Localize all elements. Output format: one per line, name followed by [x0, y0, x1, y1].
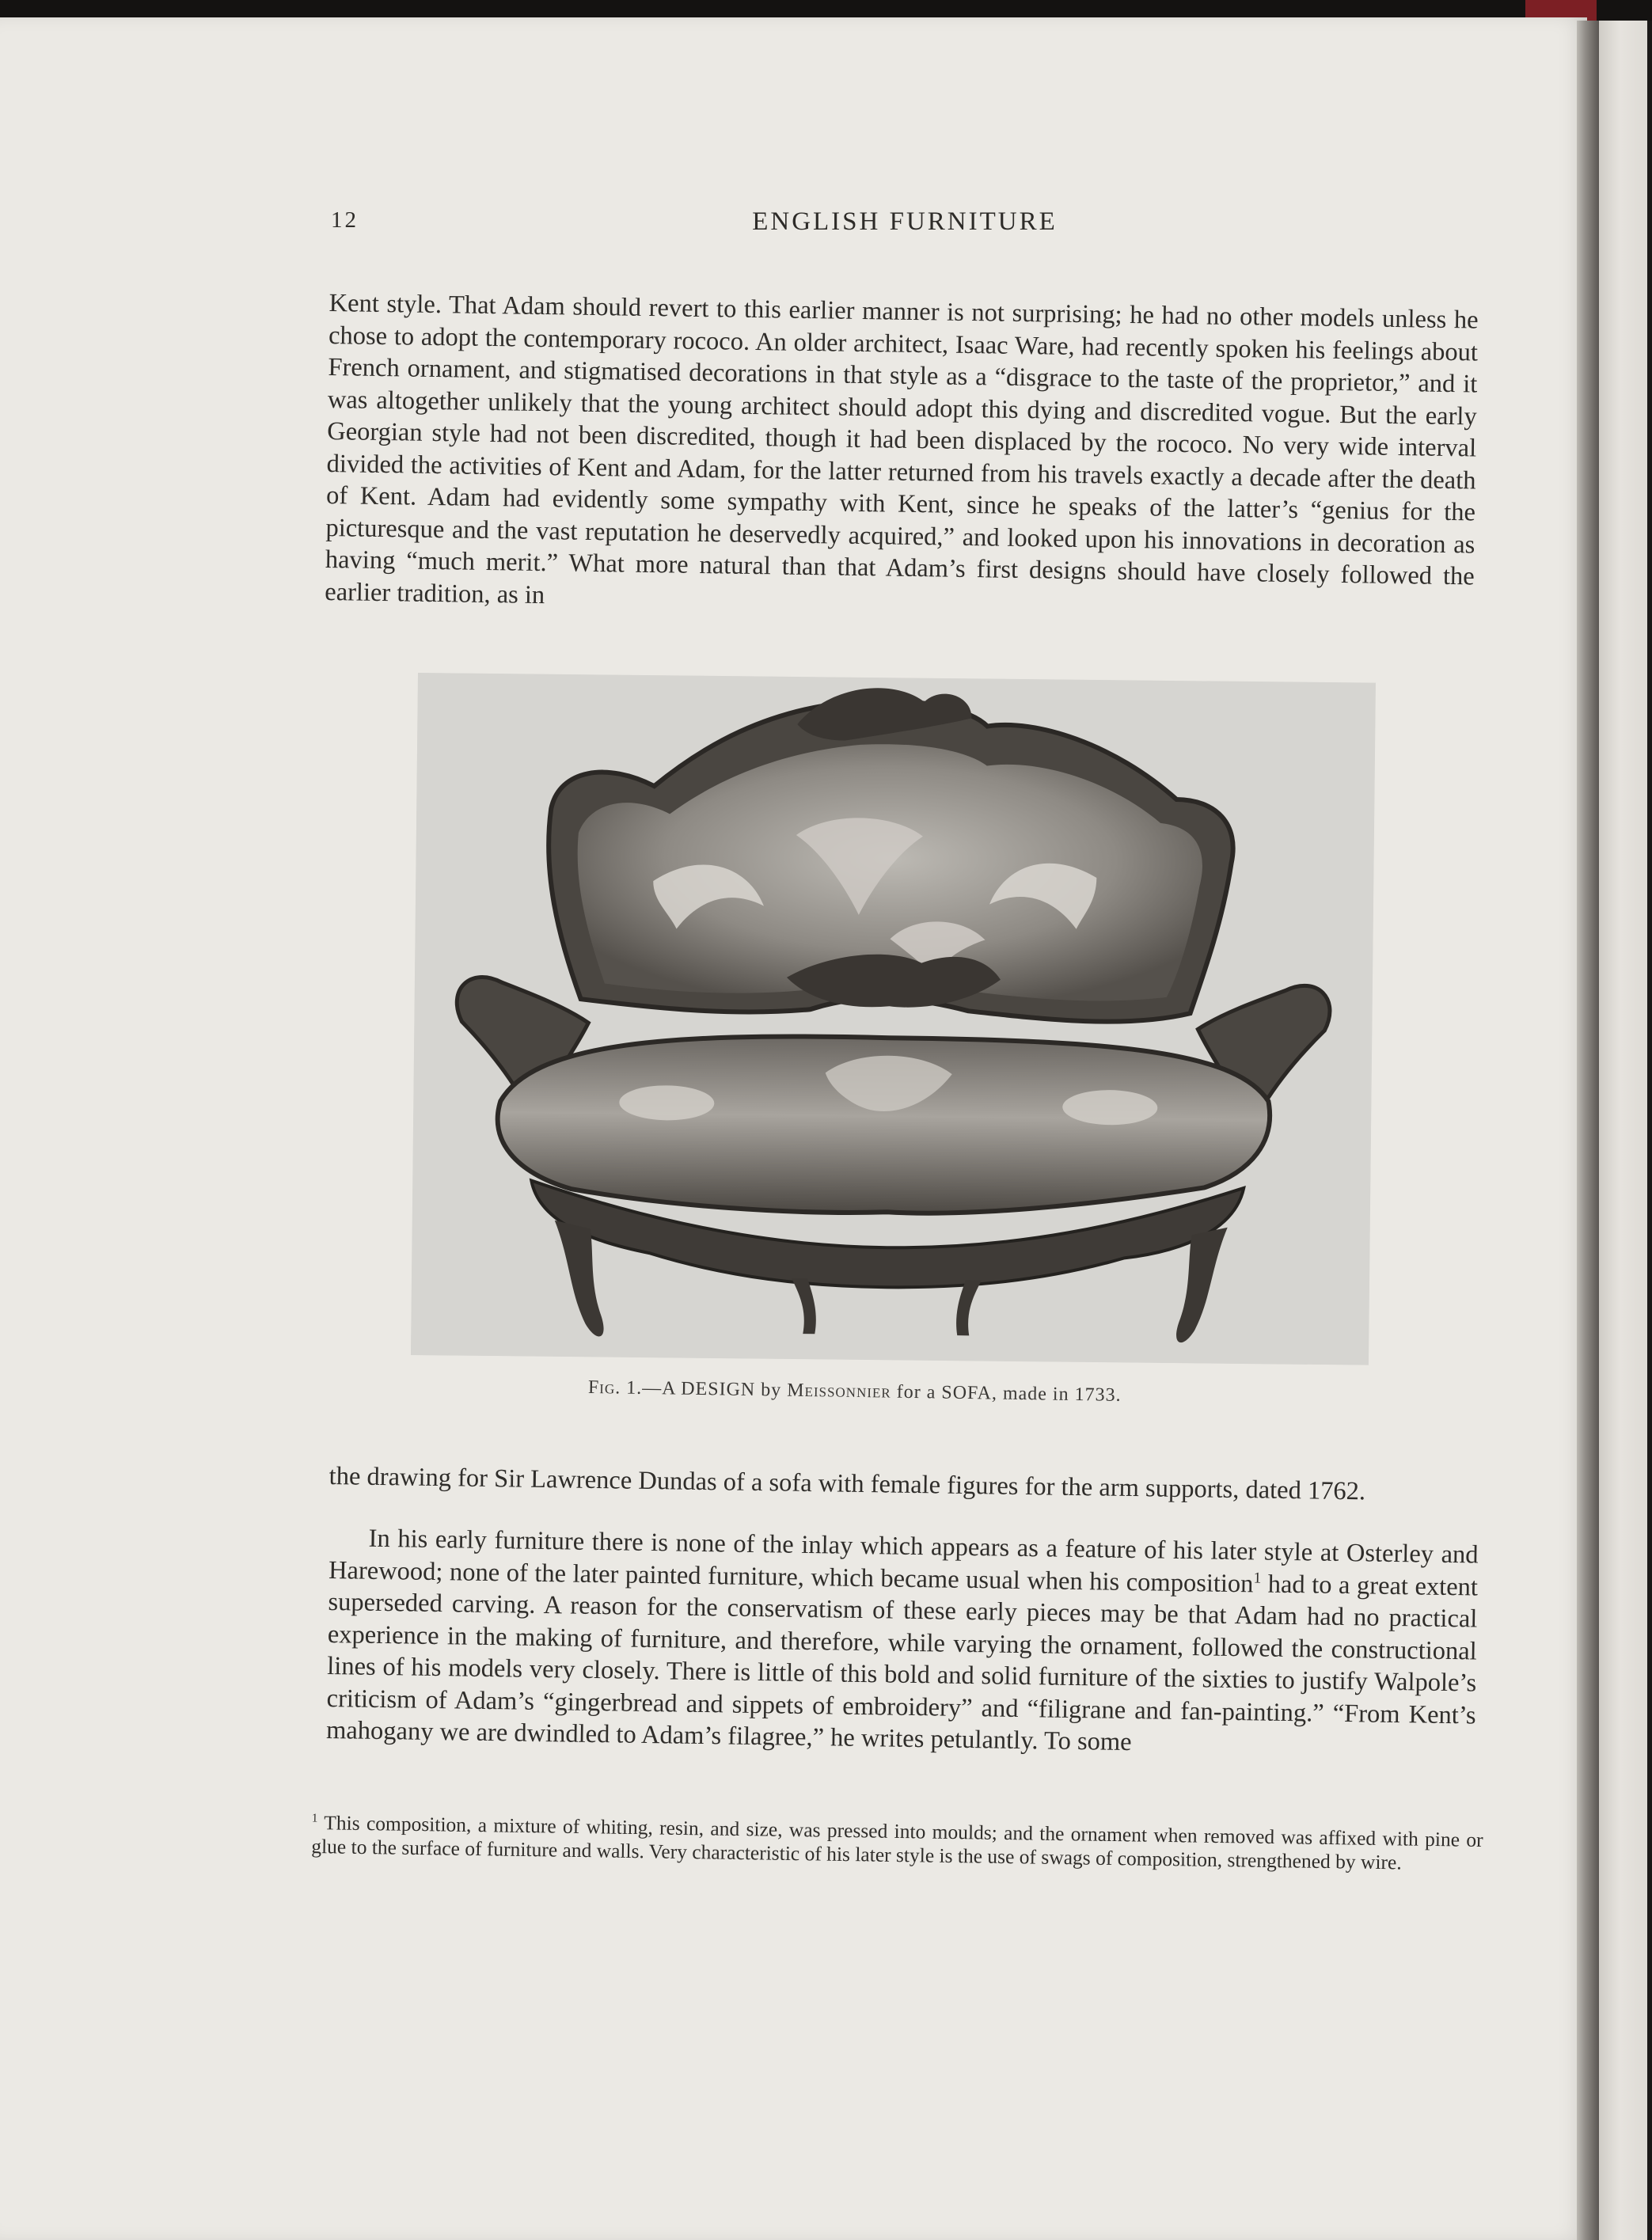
footnote-reference: 1 — [1253, 1569, 1262, 1586]
footnote-text: This composition, a mixture of whiting, resin, and size, was pressed into moulds; and the ornament when removed was affixed with pine or glue to the surface of furniture and walls. Very characteristic of his later style is the use of swags of composition, strengthened by wire. — [311, 1810, 1483, 1874]
body-paragraph-2: the drawing for Sir Lawrence Dundas of a sofa with female figures for the arm supports, dated 1762. — [329, 1461, 1366, 1505]
page-number: 12 — [331, 207, 359, 233]
running-head — [331, 207, 1479, 247]
rococo-sofa-image — [411, 673, 1376, 1365]
figure-sofa-illustration — [411, 673, 1376, 1365]
paragraph-3-part-2: had to a great extent superseded carving. A reason for the conservatism of these early pieces may be that Adam had no practical experience in the making of furniture, and therefore, while varying the ornament, followed the constructional lines of his models very closely. There is little of this bold and solid furniture of the sixties to justify Walpole’s criticism of Adam’s “gingerbread and sippets of embroidery” and “filigrane and fan-painting.” “From Kent’s mahogany we are dwindled to Adam’s filagree,” he writes petulantly. To some — [325, 1569, 1479, 1756]
body-paragraph-3 — [326, 1522, 1479, 1764]
body-paragraph-1: Kent style. That Adam should revert to this earlier manner is not surprising; he had no other models unless he chose to adopt the contemporary rococo. An older architect, Isaac Ware, had recently spoken his feelings about French ornament, and stigmatised decorations in that style as a “disgrace to the taste of the proprietor,” and it was altogether unlikely that the young architect should adopt this dying and discredited vogue. But the early Georgian style had not been discredited, though it had been displaced by the rococo. No very wide interval divided the activities of Kent and Adam, for the latter returned from his travels exactly a decade after the death of Kent. Adam had evidently some sympathy with Kent, since he speaks of the latter’s “genius for the picturesque and the vast reputation he deservedly acquired,” and looked upon his innovations in decoration as having “much merit.” What more natural than that Adam’s first designs should have closely followed the earlier tradition, as in — [325, 288, 1479, 609]
running-title: ENGLISH FURNITURE — [752, 207, 1058, 236]
footnote-marker: 1 — [311, 1811, 318, 1825]
caption-fig-label: Fig. 1. — [587, 1376, 643, 1399]
paragraph-3-part-1: In his early furniture there is none of the inlay which appears as a feature of his later style at Osterley and Harewood; none of the later painted furniture, which became usual when his composition — [328, 1524, 1479, 1598]
caption-designer: Meissonnier — [787, 1380, 891, 1403]
caption-text-b: for a SOFA, made in 1733. — [891, 1381, 1122, 1406]
caption-text-a: —A DESIGN by — [642, 1377, 788, 1401]
book-gutter — [1577, 21, 1599, 2240]
facing-page-edge — [1599, 21, 1652, 2240]
